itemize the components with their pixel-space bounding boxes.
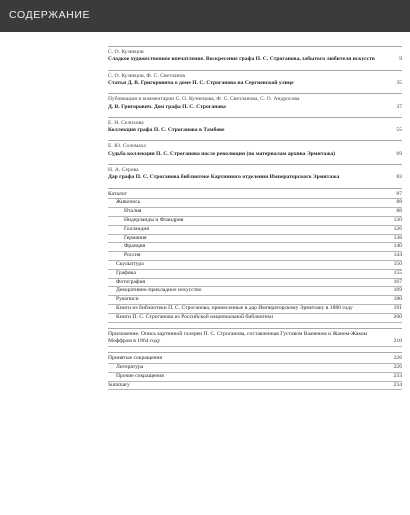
toc-entry[interactable] xyxy=(108,235,402,244)
page-number: 55 xyxy=(396,127,402,134)
entry-title: Германия xyxy=(124,234,147,241)
entry-title: Живопись xyxy=(116,199,141,206)
toc-entry[interactable] xyxy=(108,191,402,200)
entry-title: Каталог xyxy=(108,190,127,197)
page-number: 210 xyxy=(393,338,402,345)
toc-entry[interactable] xyxy=(108,382,402,391)
toc-entry[interactable] xyxy=(108,56,402,63)
toc-entry[interactable] xyxy=(108,199,402,208)
page-number: 234 xyxy=(393,381,402,388)
toc-entry[interactable] xyxy=(108,373,402,382)
article-author: Н. А. Серова xyxy=(108,167,139,174)
toc-entry[interactable] xyxy=(108,296,402,305)
page-number: 83 xyxy=(396,174,402,181)
entry-title: Д. В. Григорович. Дом графа П. С. Строганова xyxy=(108,103,226,110)
page-number: 155 xyxy=(393,269,402,276)
page-number: 144 xyxy=(393,252,402,259)
page-number: 180 xyxy=(393,296,402,303)
article-author: Е. Н. Селихова xyxy=(108,119,144,126)
entry-title: Декоративно-прикладное искусство xyxy=(116,287,202,294)
entry-title: Статья Д. В. Григоровича о доме П. С. Строганова на Сергиевской улице xyxy=(108,80,294,87)
toc-entry[interactable] xyxy=(108,127,402,134)
entry-title: Принятые сокращения xyxy=(108,355,163,362)
page-number: 191 xyxy=(393,305,402,312)
page-number: 233 xyxy=(393,372,402,379)
toc-entry[interactable] xyxy=(108,279,402,288)
entry-title: Италия xyxy=(124,208,142,215)
entry-title: Summary xyxy=(108,381,130,388)
toc-entry[interactable] xyxy=(108,270,402,279)
page-number: 88 xyxy=(396,199,402,206)
entry-title: Франция xyxy=(124,243,146,250)
toc-entry[interactable] xyxy=(108,261,402,270)
toc-entry[interactable] xyxy=(108,174,402,181)
page-number: 226 xyxy=(393,355,402,362)
page-number: 87 xyxy=(396,190,402,197)
entry-title: Книги из библиотеки П. С. Строганова, принесенные в дар Императорскому Эрмитажу в 1880 году xyxy=(116,305,353,312)
catalog-section xyxy=(108,188,402,323)
entry-title: Литература xyxy=(116,364,144,370)
entry-title: Дар графа П. С. Строганова библиотеке Картинного отделения Императорского Эрмитажа xyxy=(108,174,340,181)
abbreviations-section xyxy=(108,352,402,390)
article-entry xyxy=(108,140,402,164)
toc-entry[interactable] xyxy=(108,252,402,261)
toc-entry[interactable] xyxy=(108,355,402,364)
appendix-section xyxy=(108,328,402,348)
page-number: 88 xyxy=(396,208,402,215)
page-number: 69 xyxy=(396,150,402,157)
toc xyxy=(108,46,402,390)
article-entry xyxy=(108,70,402,94)
page-number: 37 xyxy=(396,103,402,110)
page-title: СОДЕРЖАНИЕ xyxy=(9,9,91,21)
page-number: 150 xyxy=(393,261,402,268)
page-number: 138 xyxy=(393,234,402,241)
entry-title: Приложение. Опись картинной галереи П. С. Строганова, составленная Густавом Вааченом и Жаном-Жаком Моффром в 1864 году xyxy=(108,330,367,345)
page-number: 140 xyxy=(393,243,402,250)
entry-title: Россия xyxy=(124,252,141,259)
toc-entry[interactable] xyxy=(108,314,402,323)
page-number: 35 xyxy=(396,80,402,87)
page-number: 169 xyxy=(393,287,402,294)
page-number: 126 xyxy=(393,225,402,232)
toc-entry[interactable] xyxy=(108,364,402,373)
article-author: Е. Ю. Соломаха xyxy=(108,143,146,150)
toc-entry[interactable] xyxy=(108,151,402,158)
entry-title: Фотография xyxy=(116,278,146,285)
entry-title: Судьба коллекции П. С. Строганова после революции (по материалам архива Эрмитажа) xyxy=(108,150,336,157)
entry-title: Голландия xyxy=(124,225,149,232)
toc-entry[interactable] xyxy=(108,208,402,217)
article-entry xyxy=(108,46,402,70)
entry-title: Коллекция графа П. С. Строганова в Тамбове xyxy=(108,127,225,134)
page-number: 226 xyxy=(393,364,402,370)
toc-entry[interactable] xyxy=(108,305,402,314)
page-number: 200 xyxy=(393,313,402,320)
article-entry xyxy=(108,117,402,141)
entry-title: Нидерланды и Фландрия xyxy=(124,217,184,224)
article-entry xyxy=(108,164,402,188)
entry-title: Книги П. С. Строганова из Российской национальной библиотеки xyxy=(116,313,274,320)
toc-entry[interactable] xyxy=(108,287,402,296)
entry-title: Скульптура xyxy=(116,261,144,268)
entry-title: Графика xyxy=(116,269,136,276)
toc-entry[interactable] xyxy=(108,243,402,252)
article-author: С. О. Кузнецов, Ф. С. Светланов xyxy=(108,72,185,79)
toc-entry[interactable] xyxy=(108,226,402,235)
toc-entry[interactable] xyxy=(108,104,402,111)
header-bar xyxy=(0,0,410,32)
page-number: 9 xyxy=(399,56,402,63)
entry-title: Рукописи xyxy=(116,296,139,303)
article-author: Публикация и комментарии С. О. Кузнецова, Ф. С. Светланова, С. О. Андросова xyxy=(108,96,300,103)
articles-section xyxy=(108,46,402,188)
toc-entry[interactable] xyxy=(108,80,402,87)
entry-title: Сладкое художественное впечатление. Воскресение графа П. С. Строганова, забытого любителя искусств xyxy=(108,56,375,63)
page-number: 120 xyxy=(393,217,402,224)
entry-title: Прочие сокращения xyxy=(116,372,164,379)
article-entry xyxy=(108,93,402,117)
toc-entry[interactable] xyxy=(108,331,402,348)
toc-entry[interactable] xyxy=(108,217,402,226)
article-author: С. О. Кузнецов xyxy=(108,49,144,55)
page-number: 167 xyxy=(393,278,402,285)
